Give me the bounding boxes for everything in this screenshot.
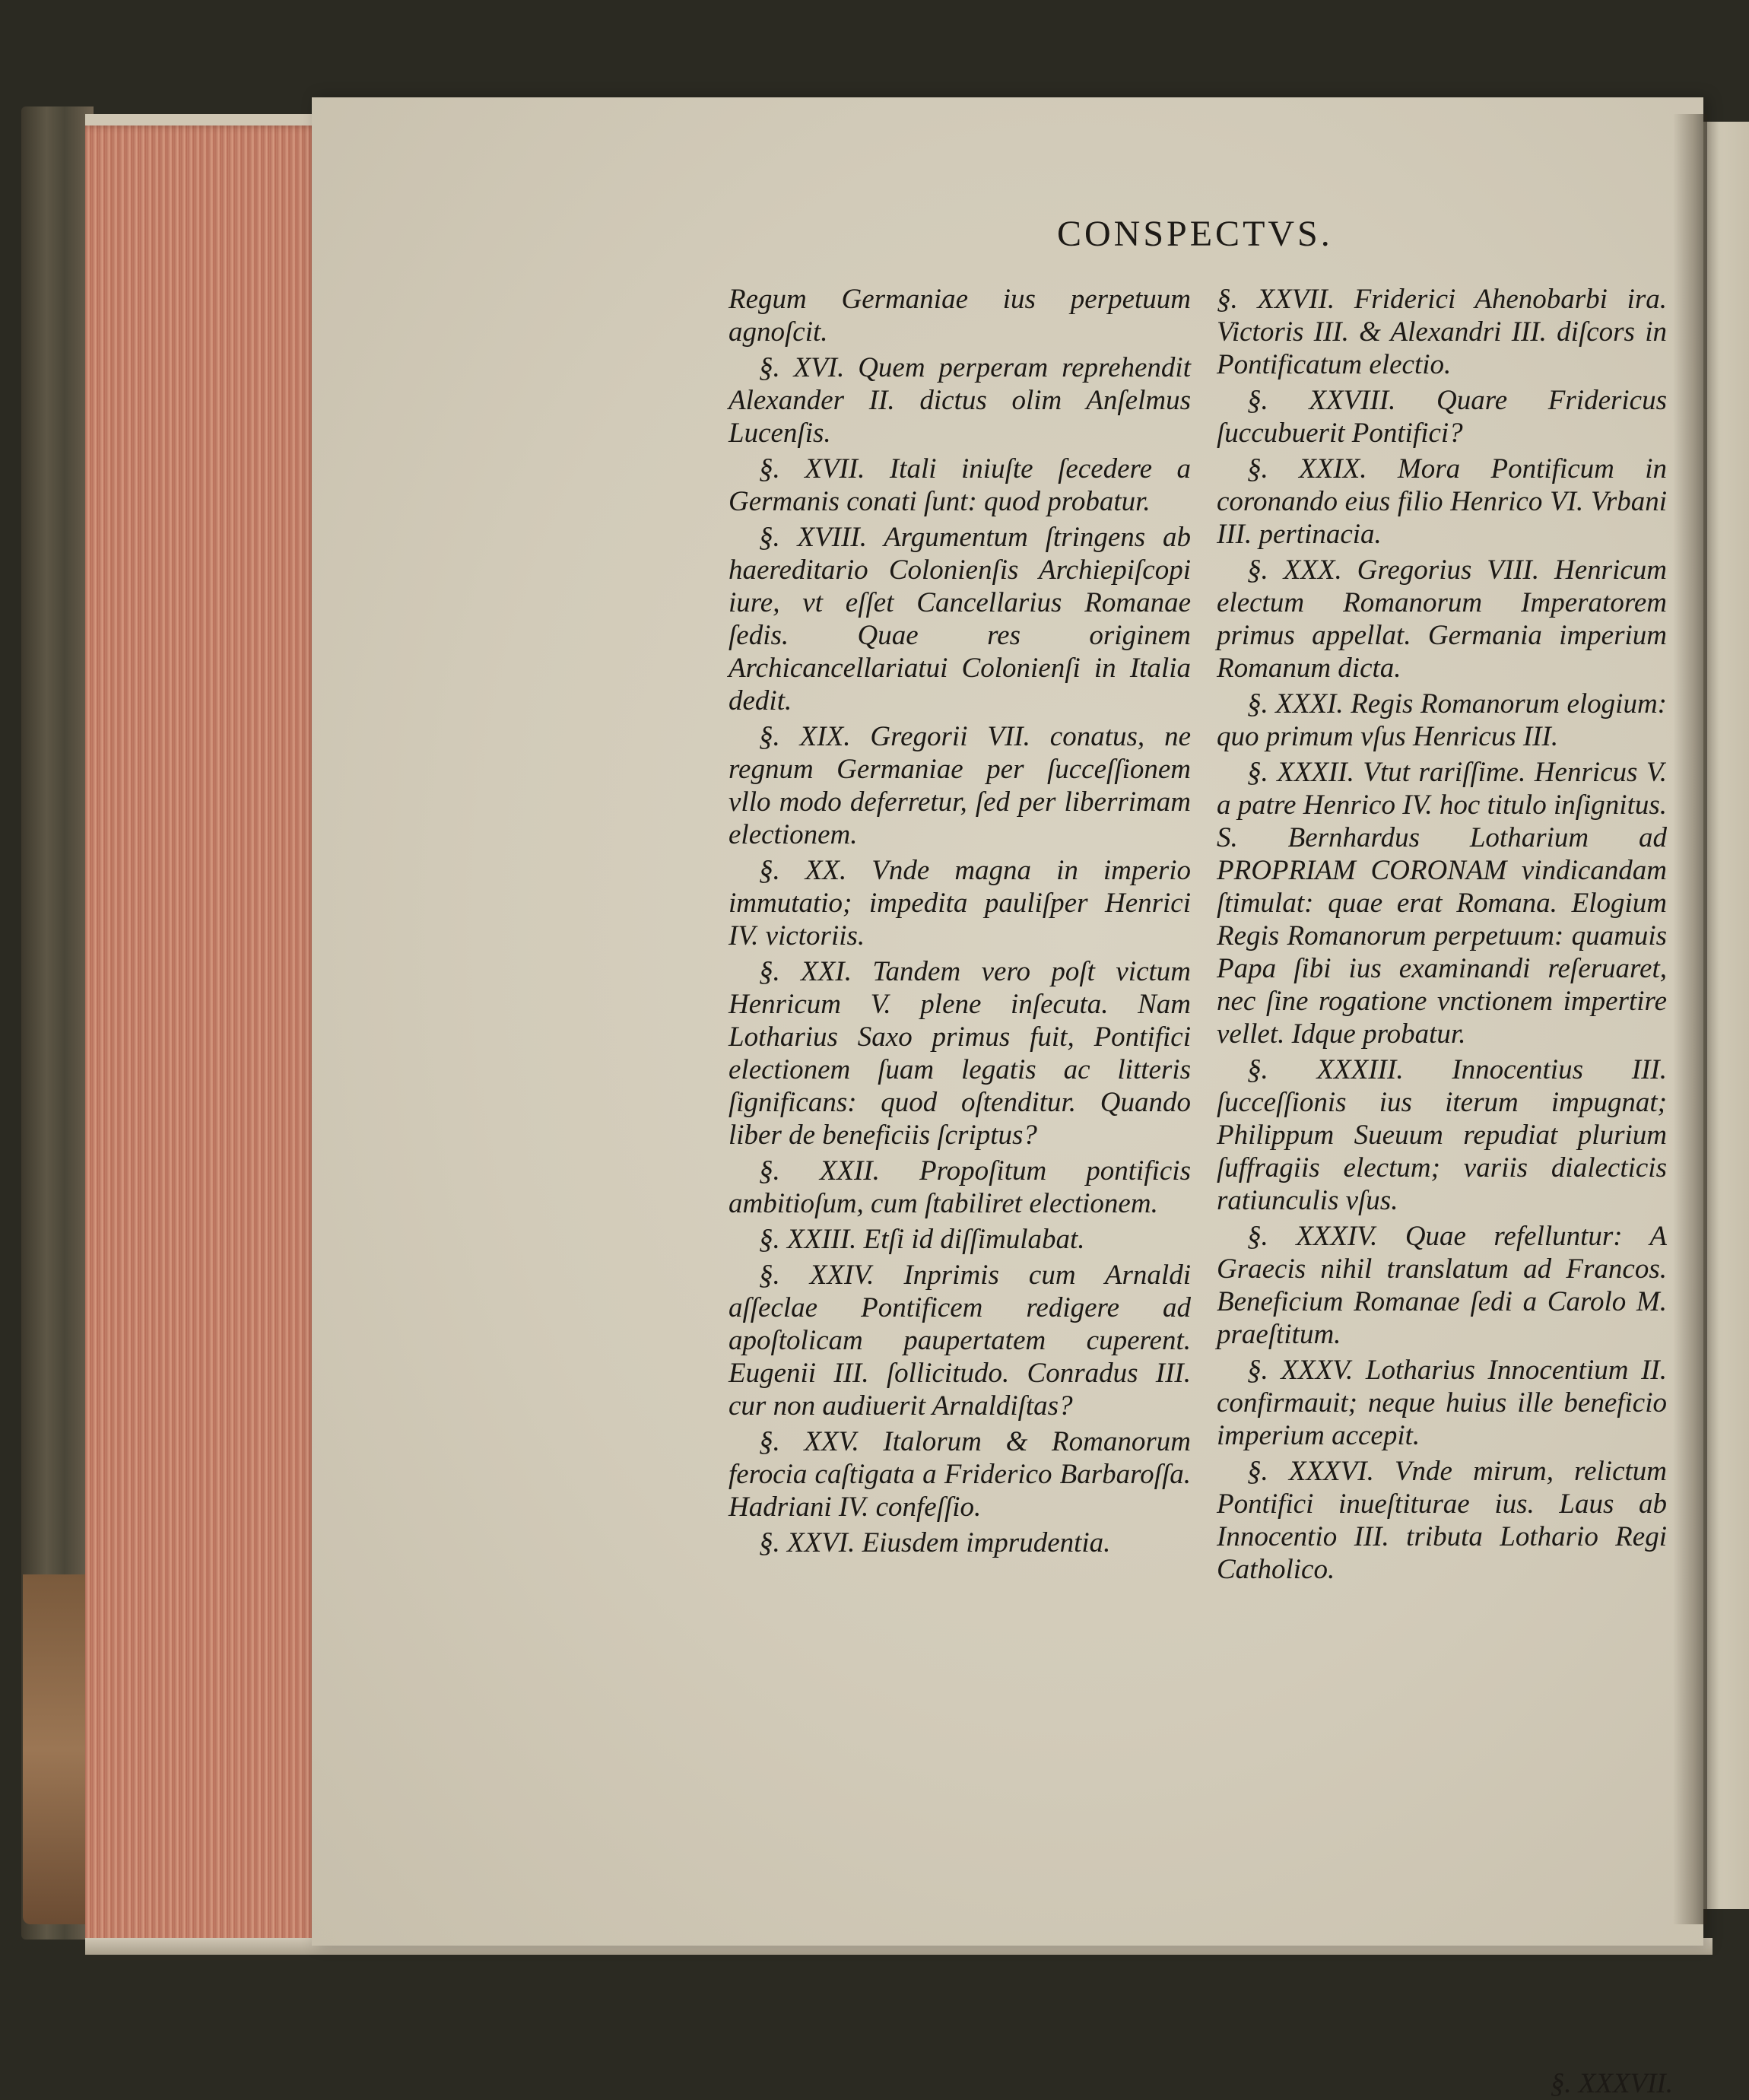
conspectus-entry: §. XXVI. Eiusdem imprudentia. [759,1527,1111,1558]
running-head: CONSPECTVS. [1057,214,1333,254]
conspectus-entry: §. XXII. Propoſitum pontificis ambitioſum, cum ſtabiliret electionem. [728,1155,1191,1219]
conspectus-entry: §. XVIII. Argumentum ſtringens ab haereditario Colonienſis Archiepiſcopi iure, vt eſſet Cancellarius Romanae ſedis. Quae res originem Archicancellariatui Colonienſi in Italia dedit. [728,522,1191,716]
left-text-column [728,283,1191,1559]
conspectus-entry: §. XXXII. Vtut rariſſime. Henricus V. a patre Henrico IV. hoc titulo inſignitus. S. Bernhardus Lotharium ad PROPRIAM CORONAM vindicandam ſtimulat: quae erat Romana. Elogium Regis Romanorum perpetuum: quamuis Papa ſibi ius examinandi reſeruaret, nec ſine rogatione vnctionem impertire vellet. Idque probatur. [1217,757,1667,1050]
conspectus-entry: §. XXXVI. Vnde mirum, relictum Pontifici inueſtiturae ius. Laus ab Innocentio III. tributa Lothario Regi Catholico. [1217,1456,1667,1585]
conspectus-entry: §. XXXI. Regis Romanorum elogium: quo primum vſus Henricus III. [1217,688,1667,752]
conspectus-entry: §. XXXV. Lotharius Innocentium II. confirmauit; neque huius ille beneficio imperium accepit. [1217,1355,1667,1451]
leather-corner [23,1574,95,1924]
conspectus-entry: §. XXVIII. Quare Fridericus ſuccubuerit Pontifici? [1217,385,1667,449]
catchword: §. XXXVII. [1550,2068,1673,2099]
conspectus-entry: §. XIX. Gregorii VII. conatus, ne regnum Germaniae per ſucceſſionem vllo modo deferretur, ſed per liberrimam electionem. [728,721,1191,850]
conspectus-entry: §. XXXIV. Quae refelluntur: A Graecis nihil translatum ad Francos. Beneficium Romanae ſedi a Carolo M. praeſtitum. [1217,1221,1667,1350]
conspectus-entry: §. XX. Vnde magna in imperio immutatio; impedita pauliſper Henrici IV. victoriis. [728,855,1191,952]
conspectus-entry: §. XXI. Tandem vero poſt victum Henricum V. plene inſecuta. Nam Lotharius Saxo primus fuit, Pontifici electionem ſuam legatis ac litteris ſignificans: quod oſtenditur. Quando liber de beneficiis ſcriptus? [728,956,1191,1151]
conspectus-entry: §. XXIV. Inprimis cum Arnaldi aſſeclae Pontificem redigere ad apoſtolicam paupertatem cuperent. Eugenii III. ſollicitudo. Conradus III. cur non audiuerit Arnaldiſtas? [728,1260,1191,1422]
conspectus-entry: Regum Germaniae ius perpetuum agnoſcit. [728,284,1191,348]
conspectus-entry: §. XVII. Itali iniuſte ſecedere a Germanis conati ſunt: quod probatur. [728,453,1191,517]
right-text-column [1217,283,1667,1586]
conspectus-entry: §. XXVII. Friderici Ahenobarbi ira. Victoris III. & Alexandri III. diſcors in Pontificatum electio. [1217,284,1667,380]
conspectus-entry: §. XXIX. Mora Pontificum in coronando eius filio Henrico VI. Vrbani III. pertinacia. [1217,453,1667,550]
conspectus-entry: §. XXV. Italorum & Romanorum ferocia caſtigata a Friderico Barbaroſſa. Hadriani IV. confeſſio. [728,1426,1191,1523]
conspectus-entry: §. XXX. Gregorius VIII. Henricum electum Romanorum Imperatorem primus appellat. Germania imperium Romanum dicta. [1217,554,1667,684]
red-page-edges [85,125,321,1947]
conspectus-entry: §. XVI. Quem perperam reprehendit Alexander II. dictus olim Anſelmus Lucenſis. [728,352,1191,449]
conspectus-entry: §. XXXIII. Innocentius III. ſucceſſionis ius iterum impugnat; Philippum Sueuum repudiat plurium ſuffragiis electum; variis dialecticis ratiunculis vſus. [1217,1054,1667,1216]
conspectus-entry: §. XXIII. Etſi id diſſimulabat. [759,1224,1085,1255]
gutter-shadow [1673,114,1707,1924]
